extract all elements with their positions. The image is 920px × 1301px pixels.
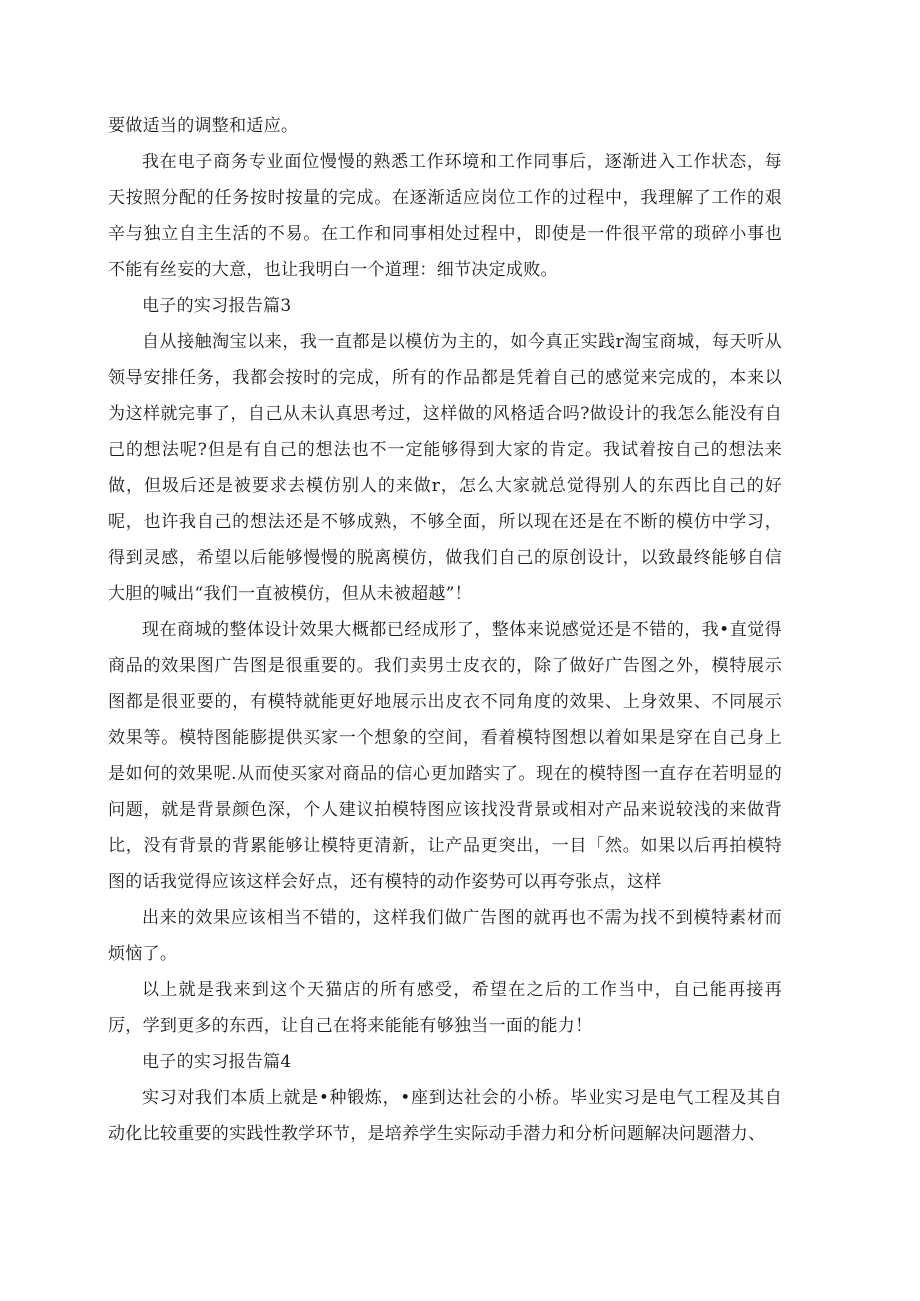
section-heading-4: 电子的实习报告篇4 bbox=[142, 1052, 292, 1072]
paragraph-intro-tail: 要做适当的调整和适应。 bbox=[108, 116, 299, 136]
paragraph-model-photos: 现在商城的整体设计效果大概都已经成形了，整体来说感觉还是不错的，我•直觉得商品的效果图广告图是很重要的。我们卖男士皮衣的，除了做好广告图之外，模特展示图都是很亚要的，有模特就能更好地展示出皮衣不同角度的效果、上身效果、不同展示效果等。模特图能膨提供买家一个想象的空间，看着模特图想以着如果是穿在自己身上是如何的效果呢.从而使买家对商品的信心更加踏实了。现在的模特图一直存在若明显的问题，就是背景颜色深，个人建议拍模特图应该找没背景或相对产品来说较浅的来做背比，没有背景的背累能够让模特更清新，让产品更突出，一目「然。如果以后再拍模特图的话我觉得应该这样会好点，还有模特的动作姿势可以再夸张点，这样 bbox=[108, 620, 782, 892]
paragraph-summary: 以上就是我来到这个天猫店的所有感受，希望在之后的工作当中，自己能再接再厉，学到更多的东西，让自己在将来能能有够独当一面的能力！ bbox=[108, 980, 782, 1036]
document-page bbox=[108, 108, 782, 1152]
paragraph-work-adaptation: 我在电子商务专业面位慢慢的熟悉工作环境和工作同事后，逐渐进入工作状态，每天按照分配的任务按时按量的完成。在逐渐适应岗位工作的过程中，我理解了工作的艰辛与独立自主生活的不易。在工作和同事相处过程中，即使是一件很平常的琐碎小事也不能有丝妄的大意，也让我明白一个道理：细节决定成败。 bbox=[108, 152, 782, 280]
paragraph-taobao-imitation: 自从接触淘宝以来，我一直都是以模仿为主的，如今真正实践r淘宝商城，每天听从领导安排任务，我都会按时的完成，所有的作品都是凭着自己的感觉来完成的，本来以为这样就完事了，自己从未认真思考过，这样做的风格适合吗?做设计的我怎么能没有自己的想法呢?但是有自己的想法也不一定能够得到大家的肯定。我试着按自己的想法来做，但圾后还是被要求去模仿别人的来做r，怎么大家就总觉得别人的东西比自己的好呢，也许我自己的想法还是不够成熟，不够全面，所以现在还是在不断的模仿中学习，得到灵感，希望以后能够慢慢的脱离模仿，做我们自己的原创设计，以致最终能够自信大胆的喊出“我们一直被模仿，但从未被超越”！ bbox=[108, 332, 782, 604]
paragraph-internship-intro: 实习对我们本质上就是•种锻炼，•座到达社会的小桥。毕业实习是电气工程及其自动化比较重要的实践性教学环节，是培养学生实际动手潜力和分析问题解决问题潜力、 bbox=[108, 1088, 782, 1144]
paragraph-model-photos-continued: 出来的效果应该相当不错的，这样我们做广告图的就再也不需为找不到模特素材而烦恼了。 bbox=[108, 908, 782, 964]
section-heading-3: 电子的实习报告篇3 bbox=[142, 296, 292, 316]
